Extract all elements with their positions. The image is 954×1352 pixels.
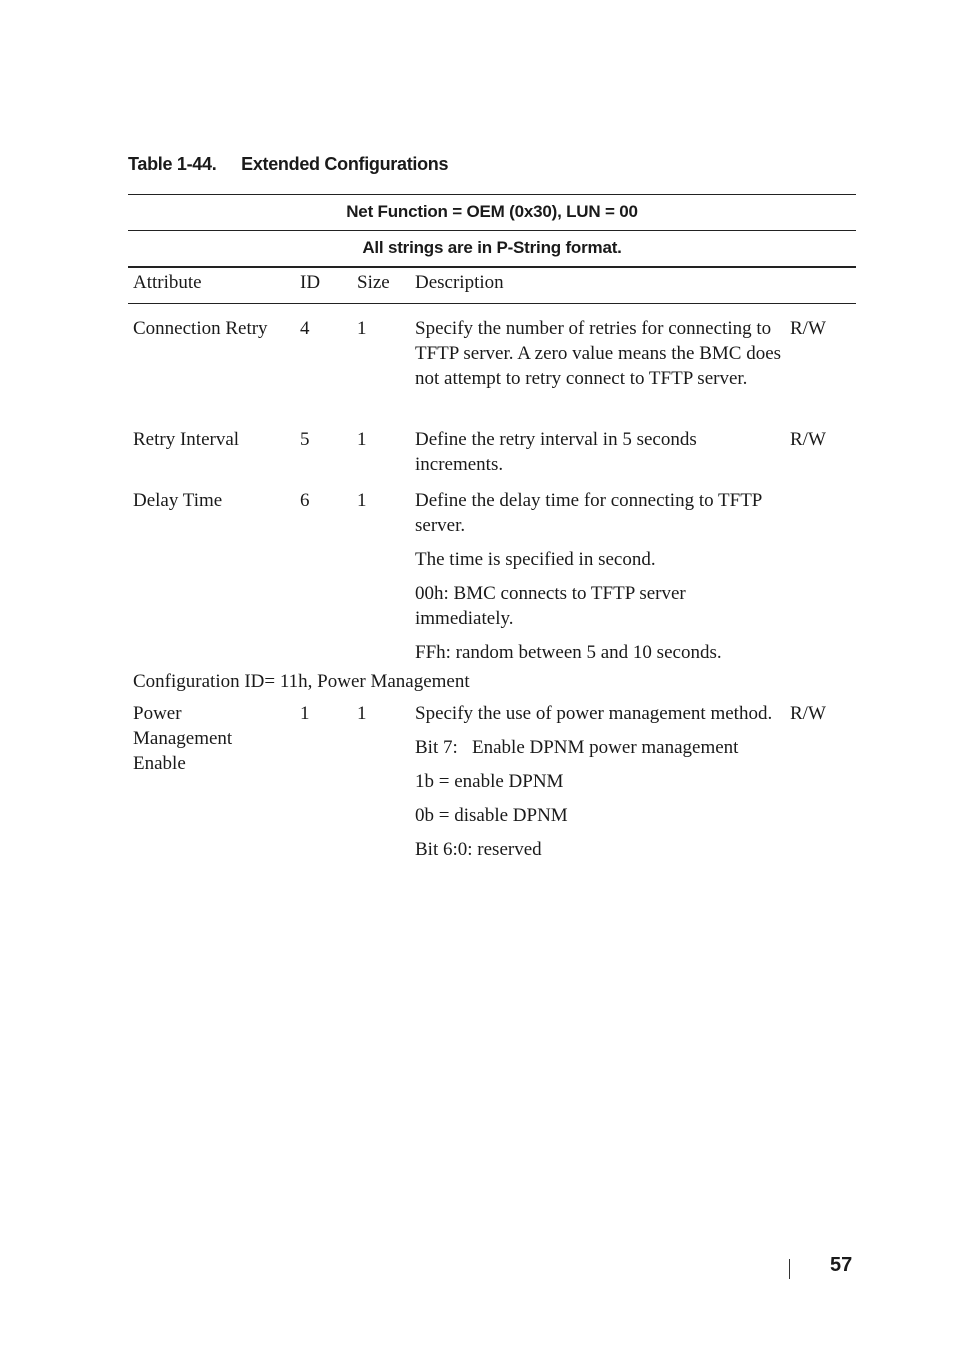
row-description	[415, 488, 785, 665]
table-row-power-management-enable	[128, 701, 856, 901]
row-description	[415, 427, 785, 477]
table-row-delay-time	[128, 488, 856, 664]
table-title: Extended Configurations	[241, 154, 449, 174]
description-line: Specify the use of power management method.	[415, 703, 773, 724]
section-heading-power-management	[128, 664, 856, 700]
row-description	[415, 701, 785, 862]
page-number-divider	[789, 1259, 790, 1279]
description-line: FFh: random between 5 and 10 seconds.	[415, 642, 722, 663]
header-bottom-rule	[128, 303, 856, 304]
row-size: 1	[357, 429, 367, 450]
column-header-row	[128, 268, 856, 303]
header-size: Size	[357, 272, 390, 293]
extended-configurations-table	[128, 194, 856, 901]
description-line: Specify the number of retries for connecting to TFTP server. A zero value means the BMC does not attempt to retry connect to TFTP server.	[415, 318, 782, 389]
row-size: 1	[357, 703, 367, 724]
row-size: 1	[357, 490, 367, 511]
description-line: 00h: BMC connects to TFTP server immediately.	[415, 583, 686, 629]
row-id: 1	[300, 703, 310, 724]
description-line: 1b = enable DPNM	[415, 771, 564, 792]
row-access: R/W	[790, 703, 826, 724]
row-size: 1	[357, 318, 367, 339]
row-id: 5	[300, 429, 310, 450]
table-caption	[128, 154, 448, 175]
page-number: 57	[830, 1254, 853, 1276]
header-attribute: Attribute	[133, 272, 202, 293]
header-id: ID	[300, 272, 321, 293]
row-attribute: Connection Retry	[133, 318, 268, 339]
table-row-connection-retry	[128, 316, 856, 427]
row-attribute: Retry Interval	[133, 429, 240, 450]
row-access: R/W	[790, 318, 826, 339]
description-line: Bit 6:0: reserved	[415, 839, 542, 860]
row-attribute: Power Management Enable	[133, 703, 233, 774]
row-id: 6	[300, 490, 310, 511]
row-attribute: Delay Time	[133, 490, 223, 511]
description-line: Bit 7: Enable DPNM power management	[415, 737, 739, 758]
description-line: Define the delay time for connecting to TFTP server.	[415, 490, 762, 536]
description-line: The time is specified in second.	[415, 549, 656, 570]
table-row-retry-interval	[128, 427, 856, 488]
section-title: Configuration ID= 11h, Power Management	[133, 671, 470, 692]
description-line: Define the retry interval in 5 seconds increments.	[415, 429, 697, 475]
p-string-banner: All strings are in P-String format.	[362, 238, 622, 257]
row-id: 4	[300, 318, 310, 339]
description-line: 0b = disable DPNM	[415, 805, 568, 826]
row-description	[415, 316, 785, 391]
table-number: Table 1-44.	[128, 154, 217, 174]
row-access: R/W	[790, 429, 826, 450]
net-function-banner: Net Function = OEM (0x30), LUN = 00	[346, 202, 638, 221]
header-description: Description	[415, 272, 504, 293]
